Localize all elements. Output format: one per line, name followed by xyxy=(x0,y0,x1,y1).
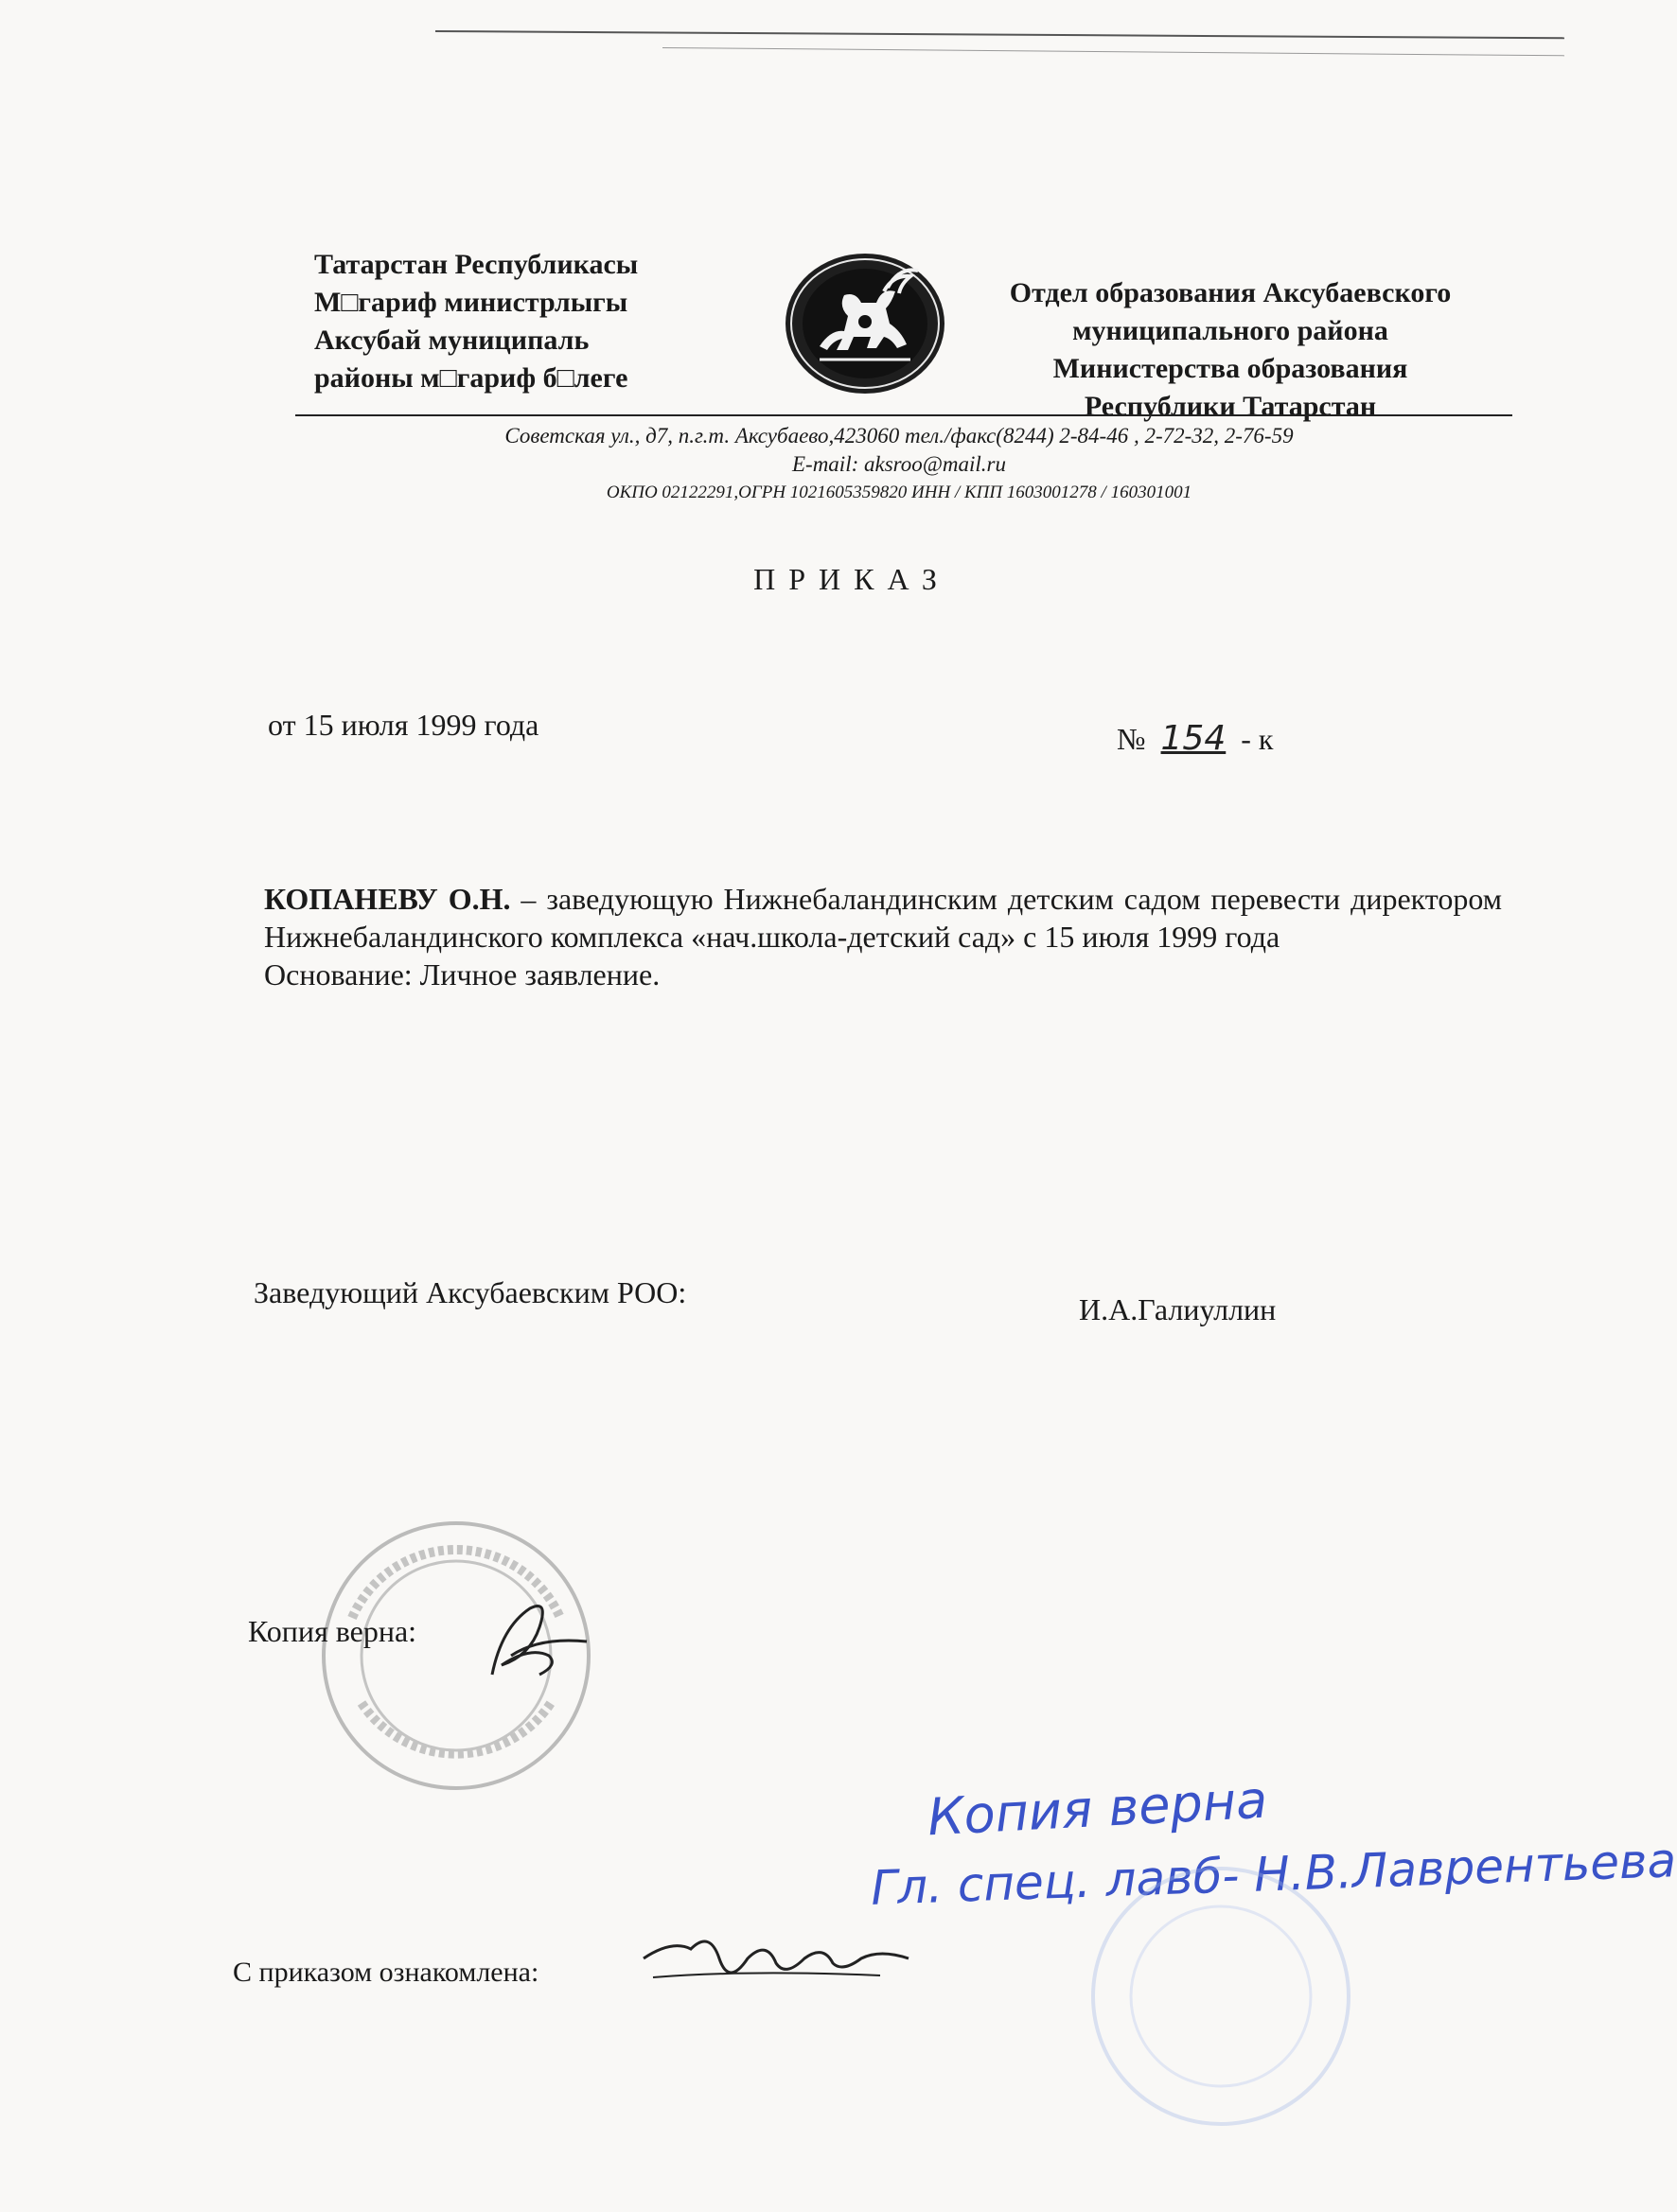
acknowledgement-label: С приказом ознакомлена: xyxy=(233,1957,539,1988)
header-right-block xyxy=(956,274,1505,426)
email-line: E-mail: aksroo@mail.ru xyxy=(791,452,1006,476)
address-block xyxy=(284,422,1514,507)
header-left-line: Аксубай муниципаль xyxy=(314,325,590,356)
acknowledgement-signature-icon xyxy=(634,1921,918,1996)
address-line: Советская ул., д7, п.г.т. Аксубаево,423060 тел./факс(8244) 2-84-46 , 2-72-32, 2-76-59 xyxy=(504,424,1294,448)
registration-codes: ОКПО 02122291,ОГРН 1021605359820 ИНН / КПП 1603001278 / 160301001 xyxy=(606,483,1192,502)
order-text: заведующую Нижнебаландинским детским садом перевести директором Нижнебаландинского комплекса «нач.школа-детский сад» с 15 июля 1999 года xyxy=(264,882,1502,954)
scan-edge-line-2 xyxy=(662,47,1564,56)
order-number-prefix: № xyxy=(1117,722,1146,756)
signatory-name: И.А.Галиуллин xyxy=(1079,1292,1277,1326)
order-number-value: 154 xyxy=(1160,719,1227,758)
header-right-line: муниципального района xyxy=(1072,315,1388,346)
header-right-line: Республики Татарстан xyxy=(1084,391,1377,422)
tatarstan-coat-of-arms-icon xyxy=(782,250,948,397)
order-basis: Основание: Личное заявление. xyxy=(264,957,661,992)
header-divider xyxy=(295,414,1512,416)
order-date: от 15 июля 1999 года xyxy=(268,708,539,742)
header-left-block xyxy=(314,246,712,397)
header-right-line: Отдел образования Аксубаевского xyxy=(1009,277,1452,308)
handwritten-line: Копия верна xyxy=(926,1769,1269,1848)
dash: – xyxy=(521,882,537,916)
header-left-line: Татарстан Республикасы xyxy=(314,249,639,280)
handwritten-line: Гл. спец. лавб- Н.В.Лаврентьева xyxy=(870,1833,1677,1916)
order-body xyxy=(264,880,1502,993)
order-number xyxy=(1117,719,1273,758)
employee-name: КОПАНЕВУ О.Н. xyxy=(264,882,511,916)
header-left-line: районы м□гариф б□леге xyxy=(314,362,628,394)
faint-seal-icon xyxy=(1079,1854,1363,2138)
signature-icon xyxy=(473,1589,596,1694)
document-title: ПРИКАЗ xyxy=(753,562,950,596)
signatory-position: Заведующий Аксубаевским РОО: xyxy=(254,1275,687,1309)
order-number-suffix: - к xyxy=(1241,722,1274,756)
header-left-line: М□гариф министрлыгы xyxy=(314,287,628,318)
scan-edge-line xyxy=(435,30,1564,39)
copy-certified-label: Копия верна: xyxy=(248,1614,417,1648)
header-right-line: Министерства образования xyxy=(1052,353,1408,384)
